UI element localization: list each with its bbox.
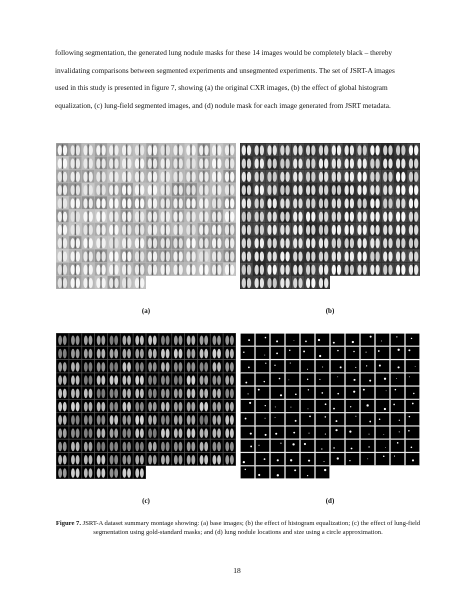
panel-label-c: (c) bbox=[142, 497, 150, 505]
figure-caption-text: JSRT-A dataset summary montage showing: (a) base images; (b) the effect of histogram equalization; (c) the effect of lung-field segmentation using gold-standard masks; and (d) lung nodule locations and size using a circle approximation. bbox=[81, 520, 421, 536]
figure-caption-label: Figure 7. bbox=[55, 520, 81, 527]
body-line: used in this study is presented in figure 7, showing (a) the original CXR images, (b) the effect of global histogram bbox=[55, 83, 388, 93]
panel-label-a: (a) bbox=[141, 307, 151, 315]
montage-nodule-masks bbox=[240, 333, 420, 479]
page-number: 18 bbox=[233, 566, 241, 575]
montage-lung-segmented bbox=[56, 333, 236, 479]
body-line: following segmentation, the generated lung nodule masks for these 14 images would be completely black – thereby bbox=[55, 48, 392, 57]
body-line: equalization, (c) lung-field segmented images, and (d) nodule mask for each image generated from JSRT metadata. bbox=[55, 100, 391, 110]
montage-histogram-equalized bbox=[240, 143, 420, 289]
panel-label-d: (d) bbox=[325, 497, 335, 505]
figure-panel-d bbox=[240, 333, 420, 479]
figure-panel-a bbox=[56, 143, 236, 289]
figure-panel-c bbox=[56, 333, 236, 479]
body-paragraph bbox=[55, 44, 425, 114]
montage-original-cxr bbox=[56, 143, 236, 289]
figure-caption bbox=[52, 519, 424, 537]
body-line: invalidating comparisons between segmented experiments and unsegmented experiments. The set of JSRT-A images bbox=[55, 65, 395, 75]
figure-panel-b bbox=[240, 143, 420, 289]
panel-label-b: (b) bbox=[325, 307, 335, 315]
